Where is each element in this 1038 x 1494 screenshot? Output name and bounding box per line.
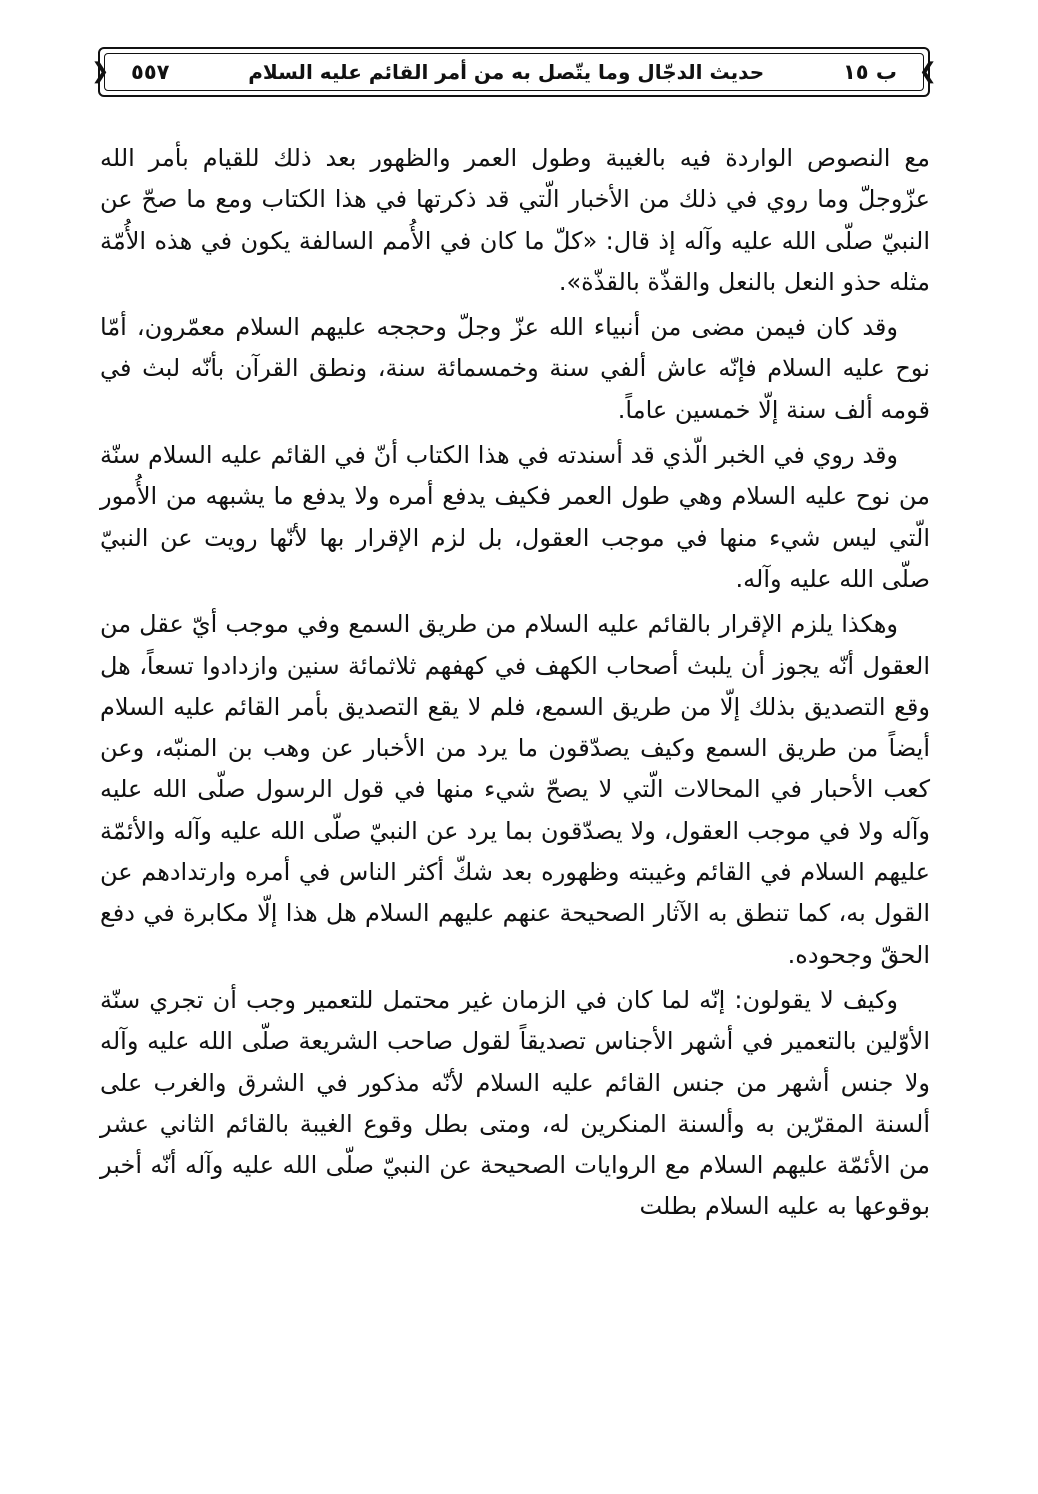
header-ornament-right-icon: ❯ [918, 59, 937, 84]
body-text [100, 138, 930, 1232]
paragraph: وهكذا يلزم الإقرار بالقائم عليه السلام من طريق السمع وفي موجب أيّ عقل من العقول أنّه يجوز أن يلبث أصحاب الكهف في كهفهم ثلاثمائة سنين وازدادوا تسعاً، هل وقع التصديق بذلك إلّا من طريق السمع، فلم لا يقع التصديق بأمر القائم عليه السلام أيضاً من طريق السمع وكيف يصدّقون ما يرد من الأخبار عن وهب بن المنبّه، وعن كعب الأحبار في المحالات الّتي لا يصحّ شيء منها في قول الرسول صلّى الله عليه وآله ولا في موجب العقول، ولا يصدّقون بما يرد عن النبيّ صلّى الله عليه وآله والأئمّة عليهم السلام في القائم وغيبته وظهوره بعد شكّ أكثر الناس في أمره وارتدادهم عن القول به، كما تنطق به الآثار الصحيحة عنهم عليهم السلام هل هذا إلّا مكابرة في دفع الحقّ وجحوده. [100, 610, 930, 969]
paragraph: وكيف لا يقولون: إنّه لما كان في الزمان غير محتمل للتعمير وجب أن تجري سنّة الأوّلين بالتعمير في أشهر الأجناس تصديقاً لقول صاحب الشريعة صلّى الله عليه وآله ولا جنس أشهر من جنس القائم عليه السلام لأنّه مذكور في الشرق والغرب على ألسنة المقرّين به وألسنة المنكرين له، ومتى بطل وقوع الغيبة بالقائم الثاني عشر من الأئمّة عليهم السلام مع الروايات الصحيحة عن النبيّ صلّى الله عليه وآله أنّه أخبر بوقوعها به عليه السلام بطلت [100, 985, 930, 1221]
paragraph: وقد روي في الخبر الّذي قد أسندته في هذا الكتاب أنّ في القائم عليه السلام سنّة من نوح عليه السلام وهي طول العمر فكيف يدفع أمره ولا يدفع ما يشبهه من الأُمور الّتي ليس شيء منها في موجب العقول، بل لزم الإقرار بها لأنّها رويت عن النبيّ صلّى الله عليه وآله. [100, 441, 930, 593]
running-header [91, 47, 937, 97]
page-number: ٥٥٧ [131, 60, 170, 84]
running-header-inner [91, 53, 937, 91]
header-ornament-left-icon: ❮ [91, 59, 110, 84]
paragraph: وقد كان فيمن مضى من أنبياء الله عزّ وجلّ وحججه عليهم السلام معمّرون، أمّا نوح عليه السلام فإنّه عاش ألفي سنة وخمسمائة سنة، ونطق القرآن بأنّه لبث في قومه ألف سنة إلّا خمسين عاماً. [100, 313, 930, 424]
header-title: حديث الدجّال وما يتّصل به من أمر القائم عليه السلام [248, 60, 765, 84]
chapter-label: ب ١٥ [842, 60, 897, 84]
paragraph: مع النصوص الواردة فيه بالغيبة وطول العمر والظهور بعد ذلك للقيام بأمر الله عزّوجلّ وما روي في ذلك من الأخبار الّتي قد ذكرتها في هذا الكتاب ومع ما صحّ عن النبيّ صلّى الله عليه وآله إذ قال: «كلّ ما كان في الأُمم السالفة يكون في هذه الأُمّة مثله حذو النعل بالنعل والقذّة بالقذّة». [100, 144, 930, 296]
